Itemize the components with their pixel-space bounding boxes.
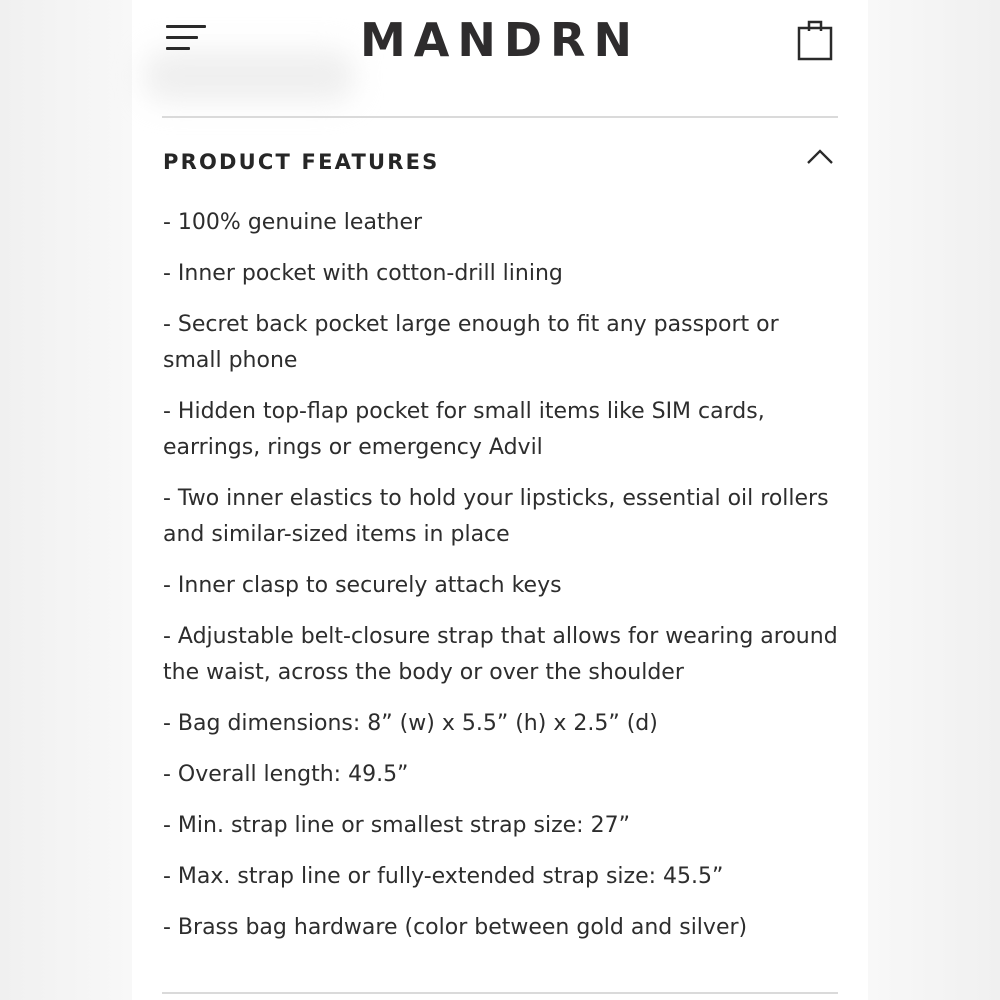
feature-item: - Two inner elastics to hold your lipsticks, essential oil rollers and similar-sized items in place	[163, 486, 829, 547]
feature-item: - Brass bag hardware (color between gold and silver)	[163, 915, 748, 940]
feature-item: - Min. strap line or smallest strap size: 27”	[163, 813, 630, 838]
accordion-title[interactable]: PRODUCT FEATURES	[163, 150, 440, 174]
product-page	[132, 0, 868, 1000]
brand-logo[interactable]: MANDRN	[360, 13, 640, 67]
feature-item: - 100% genuine leather	[163, 210, 423, 235]
feature-item: - Adjustable belt-closure strap that allows for wearing around the waist, across the body or over the shoulder	[163, 624, 838, 685]
section-divider-top	[162, 116, 838, 118]
feature-item: - Overall length: 49.5”	[163, 762, 409, 787]
hamburger-menu-icon[interactable]	[166, 22, 212, 54]
feature-item: - Inner clasp to securely attach keys	[163, 573, 562, 598]
section-divider-bottom	[162, 992, 838, 994]
right-margin	[868, 0, 1000, 1000]
feature-item: - Secret back pocket large enough to fit any passport or small phone	[163, 312, 779, 373]
feature-item: - Hidden top-flap pocket for small items like SIM cards, earrings, rings or emergency Advil	[163, 399, 765, 460]
chevron-up-icon[interactable]	[806, 146, 834, 166]
feature-item: - Inner pocket with cotton-drill lining	[163, 261, 563, 286]
feature-item: - Bag dimensions: 8” (w) x 5.5” (h) x 2.5” (d)	[163, 711, 658, 736]
feature-list	[163, 205, 843, 961]
feature-item: - Max. strap line or fully-extended strap size: 45.5”	[163, 864, 724, 889]
site-header	[132, 0, 868, 108]
shopping-bag-icon[interactable]	[796, 16, 836, 62]
left-margin	[0, 0, 132, 1000]
